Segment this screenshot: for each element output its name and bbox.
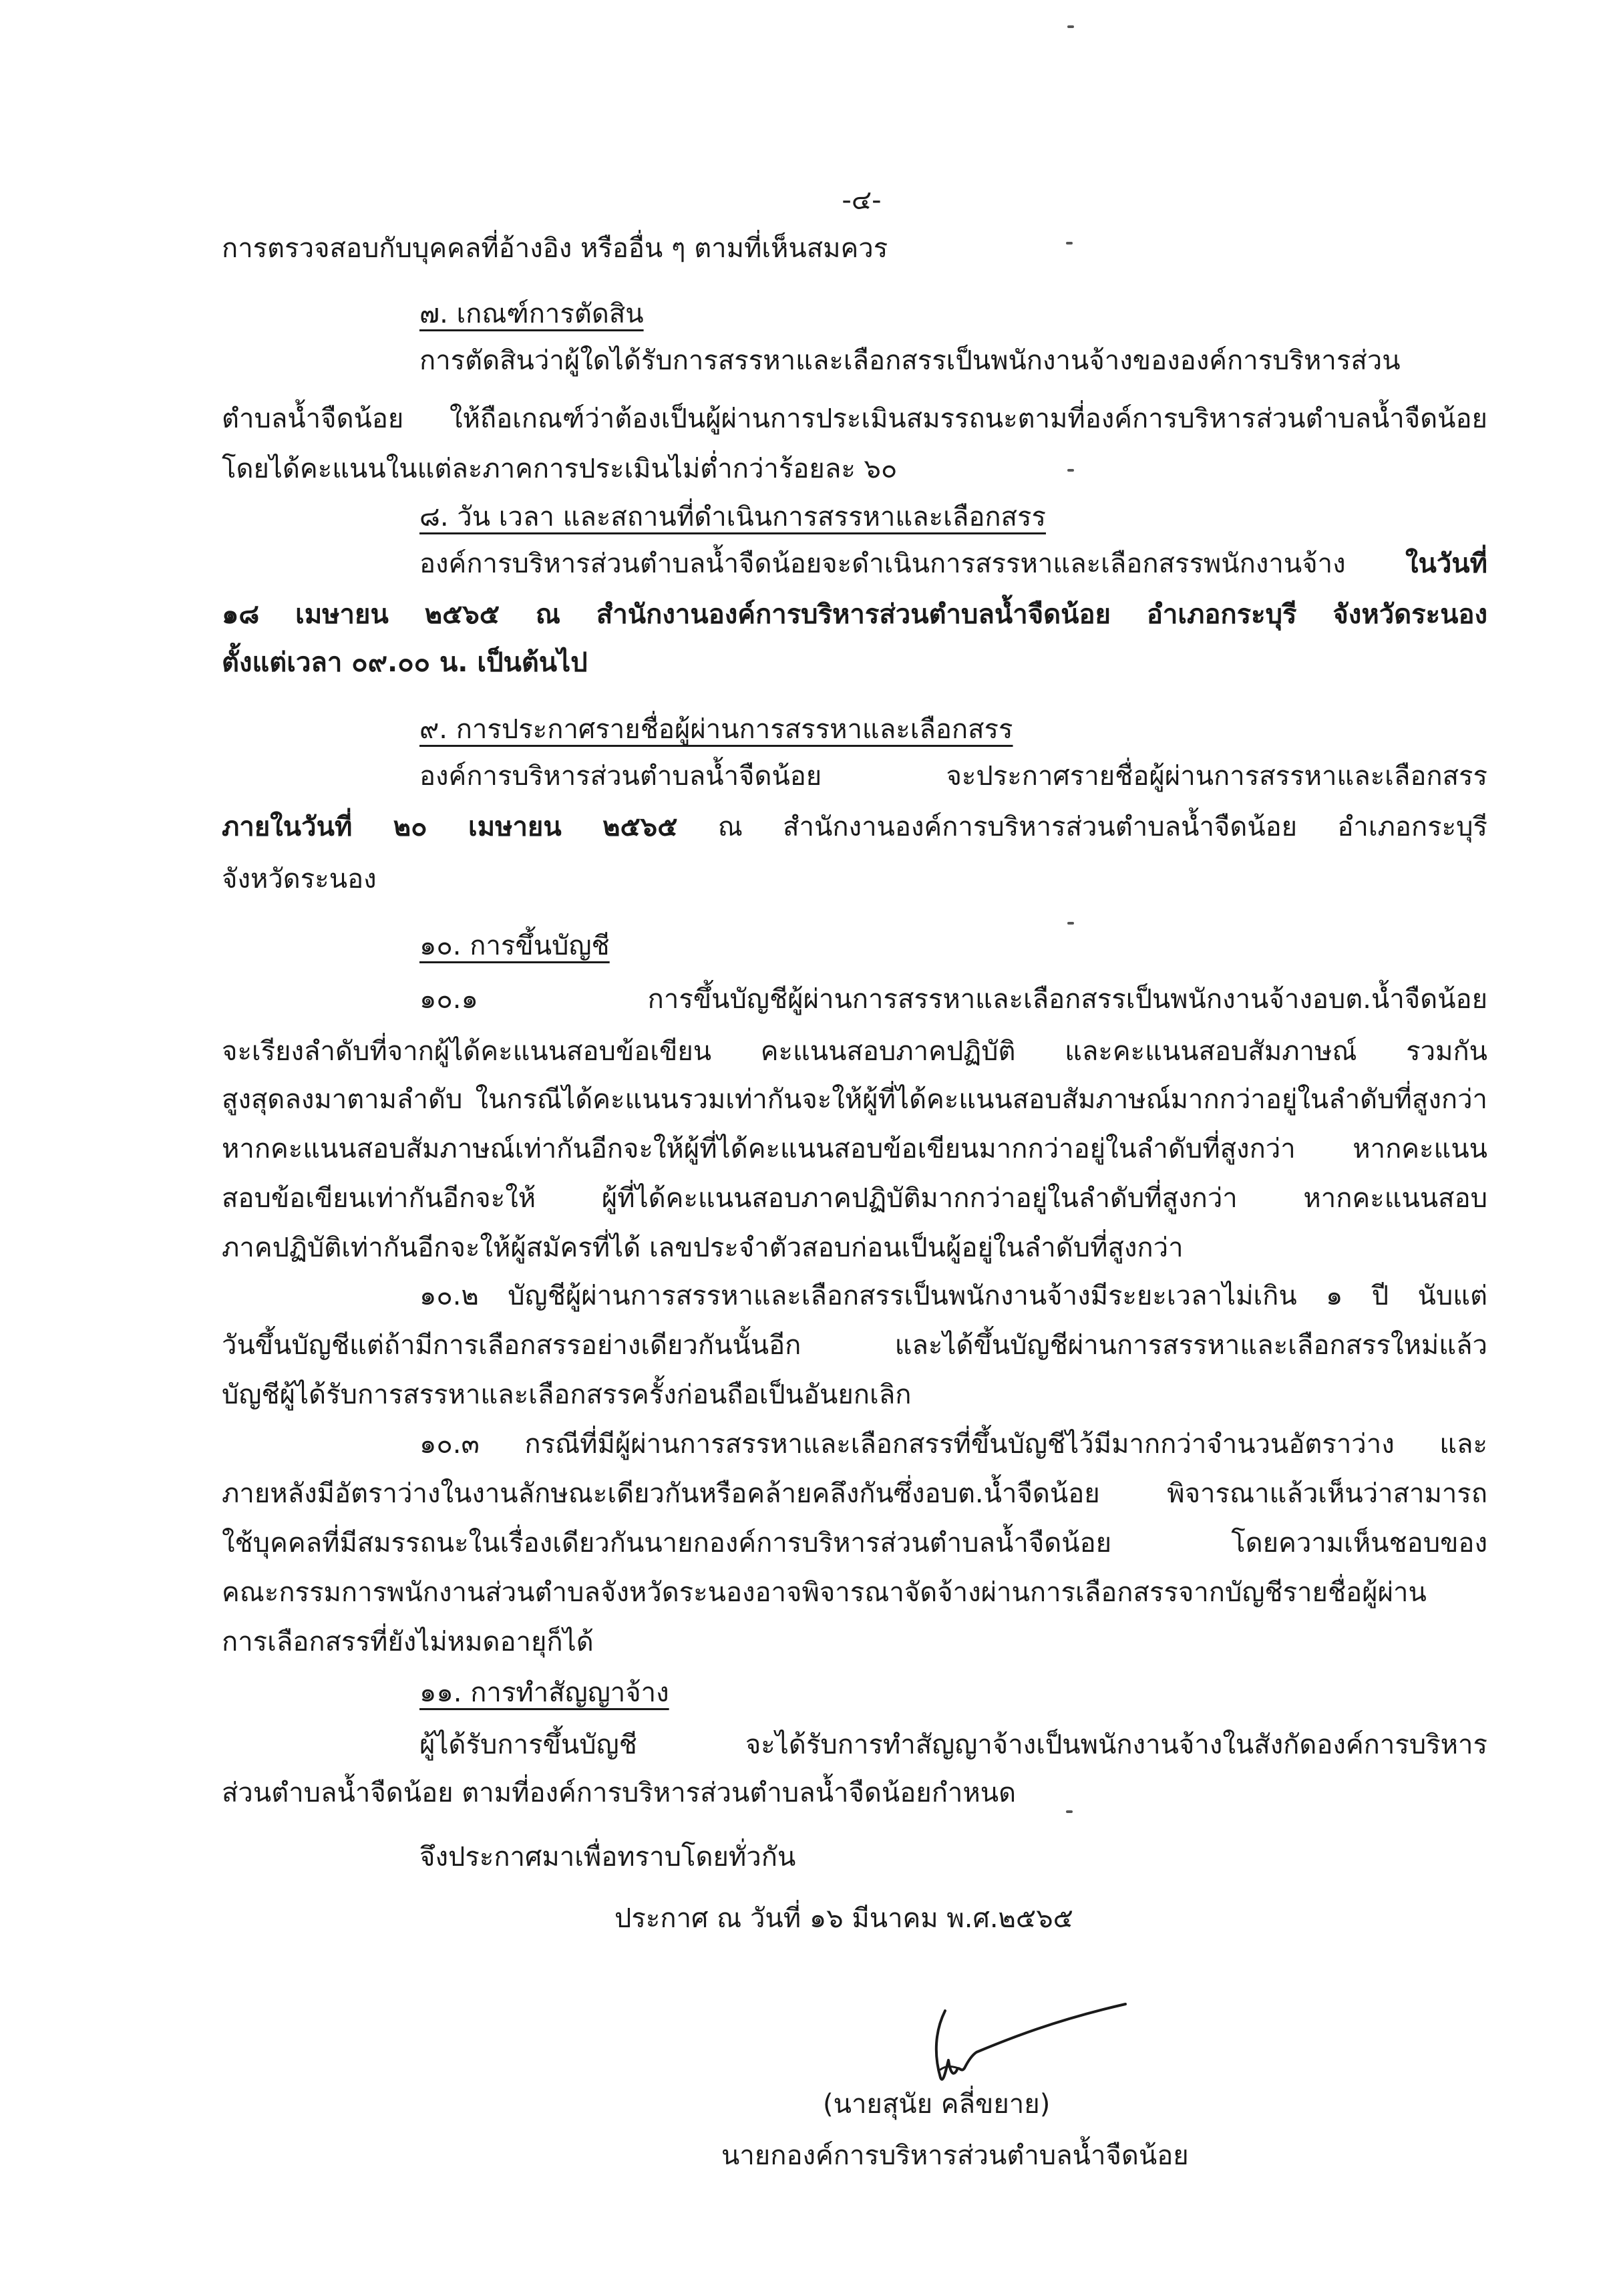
section-7-line-1: การตัดสินว่าผู้ใดได้รับการสรรหาและเลือกสรรเป็นพนักงานจ้างขององค์การบริหารส่วน [419,345,1401,376]
section-8-line-1-normal: องค์การบริหารส่วนตำบลน้ำจืดน้อยจะดำเนินการสรรหาและเลือกสรรพนักงานจ้าง [419,548,1405,579]
section-10-3-line-5: การเลือกสรรที่ยังไม่หมดอายุก็ได้ [222,1627,594,1657]
section-8-line-1-bold: ในวันที่ [1405,548,1487,579]
section-9-heading-text: ๙. การประกาศรายชื่อผู้ผ่านการสรรหาและเลือกสรร [419,714,1013,745]
section-10-1-line-5: สอบข้อเขียนเท่ากันอีกจะให้ ผู้ที่ได้คะแนนสอบภาคปฏิบัติมากกว่าอยู่ในลำดับที่สูงกว่า หากคะแนนสอบ [222,1183,1487,1214]
section-7-line-3: โดยได้คะแนนในแต่ละภาคการประเมินไม่ต่ำกว่าร้อยละ ๖๐ [222,454,898,484]
section-11-heading [419,1671,1487,1714]
announce-date: ประกาศ ณ วันที่ ๑๖ มีนาคม พ.ศ.๒๕๖๕ [614,1903,1073,1934]
scan-speck [1067,25,1074,28]
section-10-heading [419,925,1487,967]
section-10-3-line-2: ภายหลังมีอัตราว่างในงานลักษณะเดียวกันหรือคล้ายคลึงกันซึ่งอบต.น้ำจืดน้อย พิจารณาแล้วเห็นว่าสามารถ [222,1478,1487,1509]
scan-speck [1067,469,1074,472]
scan-speck [1066,242,1073,244]
section-10-2-line-3: บัญชีผู้ได้รับการสรรหาและเลือกสรรครั้งก่อนถือเป็นอันยกเลิก [222,1379,912,1410]
section-10-2-line-1: ๑๐.๒ บัญชีผู้ผ่านการสรรหาและเลือกสรรเป็นพนักงานจ้างมีระยะเวลาไม่เกิน ๑ ปี นับแต่ [419,1281,1487,1311]
section-10-1-line-3: สูงสุดลงมาตามลำดับ ในกรณีได้คะแนนรวมเท่ากันจะให้ผู้ที่ได้คะแนนสอบสัมภาษณ์มากกว่าอยู่ในลำดับที่สูงกว่า [222,1084,1487,1115]
section-9-heading [419,708,1487,751]
section-11-line-1: ผู้ได้รับการขึ้นบัญชี จะได้รับการทำสัญญาจ้างเป็นพนักงานจ้างในสังกัดองค์การบริหาร [419,1730,1487,1760]
section-9-line-3: จังหวัดระนอง [222,864,377,894]
page-number: -๔- [842,185,882,216]
section-10-1-line-6: ภาคปฏิบัติเท่ากันอีกจะให้ผู้สมัครที่ได้ เลขประจำตัวสอบก่อนเป็นผู้อยู่ในลำดับที่สูงกว่า [222,1233,1184,1263]
section-8-heading-text: ๘. วัน เวลา และสถานที่ดำเนินการสรรหาและเลือกสรร [419,502,1046,532]
signer-title: นายกองค์การบริหารส่วนตำบลน้ำจืดน้อย [721,2140,1189,2171]
section-8-heading [419,496,1487,538]
section-7-line-2: ตำบลน้ำจืดน้อย ให้ถือเกณฑ์ว่าต้องเป็นผู้ผ่านการประเมินสมรรถนะตามที่องค์การบริหารส่วนตำบลน้ำจืดน้อย [222,403,1487,434]
section-8-line-2: ๑๘ เมษายน ๒๕๖๕ ณ สำนักงานองค์การบริหารส่วนตำบลน้ำจืดน้อย อำเภอกระบุรี จังหวัดระนอง [222,599,1487,630]
section-10-3-line-4: คณะกรรมการพนักงานส่วนตำบลจังหวัดระนองอาจพิจารณาจัดจ้างผ่านการเลือกสรรจากบัญชีรายชื่อผู้ผ่าน [222,1577,1427,1608]
section-8-line-3: ตั้งแต่เวลา ๐๙.๐๐ น. เป็นต้นไป [222,647,588,678]
scan-speck [1067,922,1074,925]
section-9-line-2-bold: ภายในวันที่ ๒๐ เมษายน ๒๕๖๕ [222,812,678,842]
section-8-line-1 [419,542,1487,585]
section-9-line-1: องค์การบริหารส่วนตำบลน้ำจืดน้อย จะประกาศรายชื่อผู้ผ่านการสรรหาและเลือกสรร [419,761,1487,792]
section-9-line-2-normal: ณ สำนักงานองค์การบริหารส่วนตำบลน้ำจืดน้อย อำเภอกระบุรี [677,812,1487,842]
section-10-3-line-3: ใช้บุคคลที่มีสมรรถนะในเรื่องเดียวกันนายกองค์การบริหารส่วนตำบลน้ำจืดน้อย โดยความเห็นชอบของ [222,1528,1487,1559]
signer-name: (นายสุนัย คลี่ขยาย) [823,2089,1051,2120]
closing-line: จึงประกาศมาเพื่อทราบโดยทั่วกัน [419,1842,796,1872]
section-11-heading-text: ๑๑. การทำสัญญาจ้าง [419,1677,669,1708]
section-7-heading-text: ๗. เกณฑ์การตัดสิน [419,299,644,329]
section-10-1-line-4: หากคะแนนสอบสัมภาษณ์เท่ากันอีกจะให้ผู้ที่ได้คะแนนสอบข้อเขียนมากกว่าอยู่ในลำดับที่สูงกว่า หากคะแนน [222,1134,1487,1164]
section-10-1-line-1: ๑๐.๑ การขึ้นบัญชีผู้ผ่านการสรรหาและเลือกสรรเป็นพนักงานจ้างอบต.น้ำจืดน้อย [419,984,1487,1015]
section-11-line-2: ส่วนตำบลน้ำจืดน้อย ตามที่องค์การบริหารส่วนตำบลน้ำจืดน้อยกำหนด [222,1778,1017,1808]
section-7-heading [419,293,1487,335]
section-10-2-line-2: วันขึ้นบัญชีแต่ถ้ามีการเลือกสรรอย่างเดียวกันนั้นอีก และได้ขึ้นบัญชีผ่านการสรรหาและเลือกสรรใหม่แล้ว [222,1330,1487,1361]
section-10-1-line-2: จะเรียงลำดับที่จากผู้ได้คะแนนสอบข้อเขียน คะแนนสอบภาคปฏิบัติ และคะแนนสอบสัมภาษณ์ รวมกัน [222,1036,1487,1067]
intro-line: การตรวจสอบกับบุคคลที่อ้างอิง หรืออื่น ๆ ตามที่เห็นสมควร [222,233,888,264]
section-10-3-line-1: ๑๐.๓ กรณีที่มีผู้ผ่านการสรรหาและเลือกสรรที่ขึ้นบัญชีไว้มีมากกว่าจำนวนอัตราว่าง และ [419,1429,1487,1460]
section-9-line-2 [222,806,1487,848]
section-10-heading-text: ๑๐. การขึ้นบัญชี [419,931,610,961]
scan-speck [1066,1810,1073,1813]
